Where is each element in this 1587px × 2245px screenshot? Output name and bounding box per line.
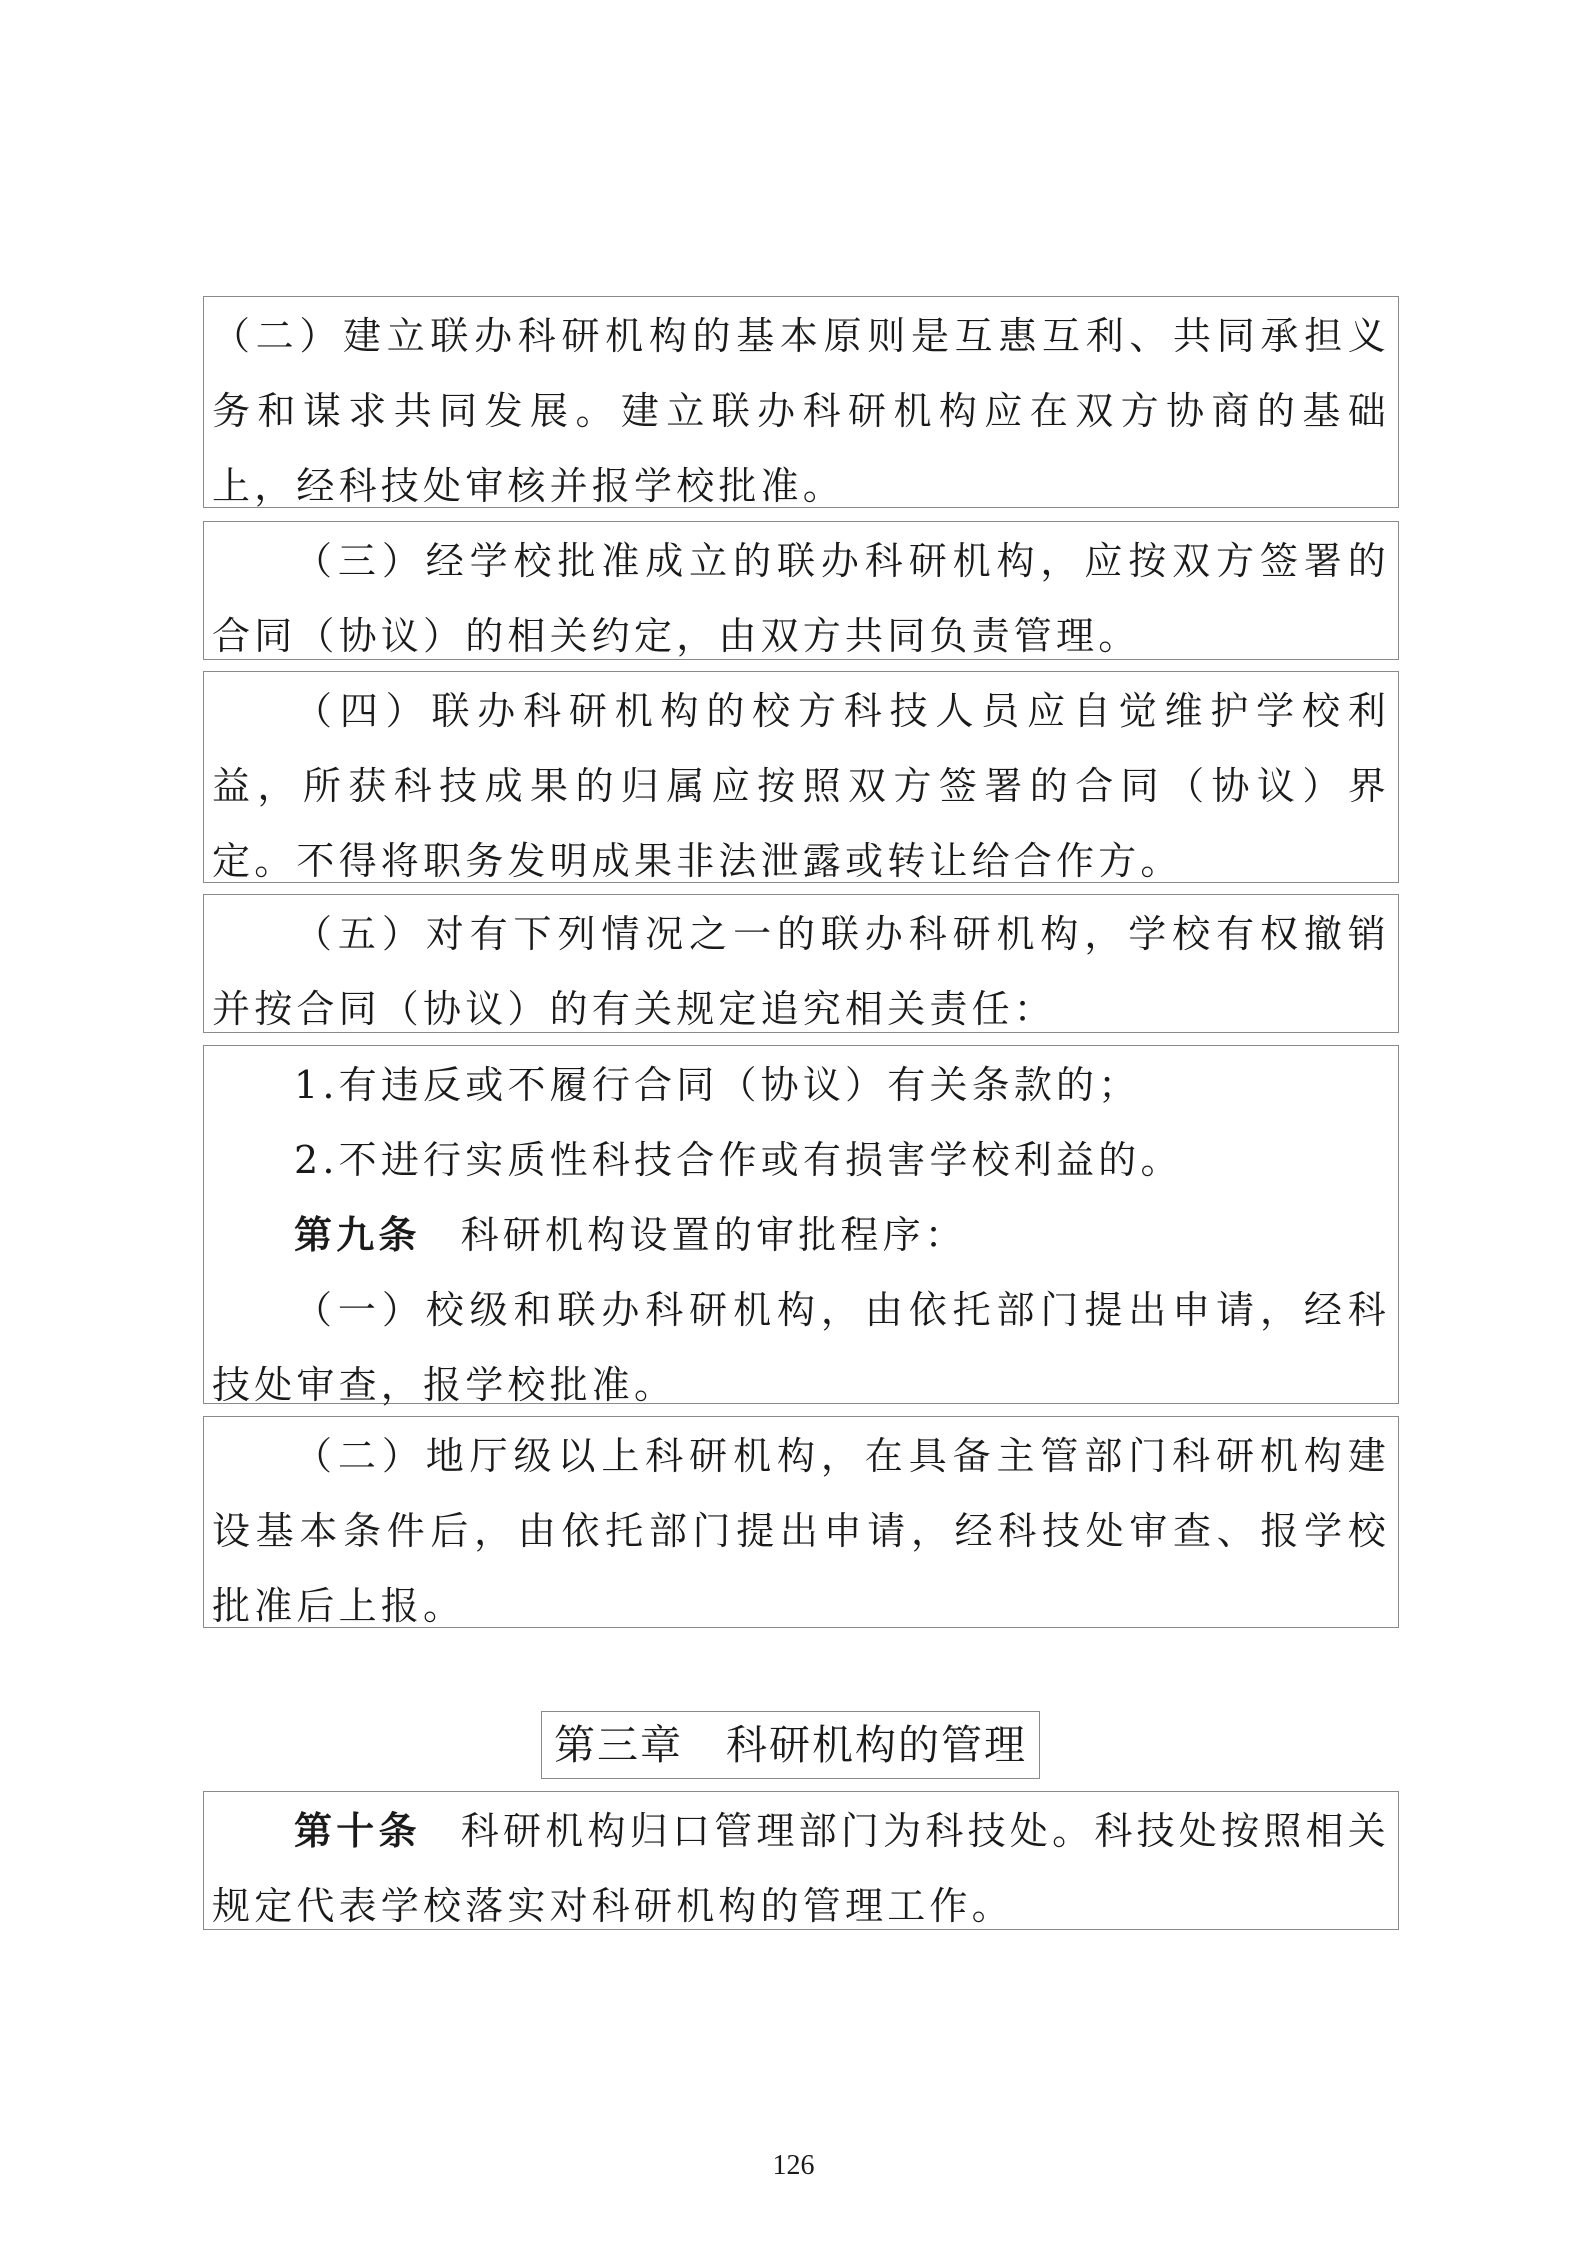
page-number: 126: [772, 2150, 815, 2181]
paragraph: （五）对有下列情况之一的联办科研机构，学校有权撤销并按合同（协议）的有关规定追究相关责任：: [212, 912, 1390, 1031]
paragraph-block-joint-principles: [203, 296, 1399, 508]
article-paragraph: [212, 1794, 1390, 1944]
paragraph: （三）经学校批准成立的联办科研机构，应按双方签署的合同（协议）的相关约定，由双方共同负责管理。: [212, 539, 1390, 658]
article-label: 第九条: [294, 1213, 421, 1257]
paragraph: （二）建立联办科研机构的基本原则是互惠互利、共同承担义务和谋求共同发展。建立联办科研机构应在双方协商的基础上，经科技处审核并报学校批准。: [212, 314, 1390, 508]
article-label: 第十条: [294, 1809, 421, 1853]
paragraph-block-joint-management: [203, 521, 1399, 660]
list-item: 2.不进行实质性科技合作或有损害学校利益的。: [294, 1138, 1183, 1182]
article-text: 科研机构设置的审批程序：: [460, 1213, 968, 1257]
paragraph: （一）校级和联办科研机构，由依托部门提出申请，经科技处审查，报学校批准。: [212, 1288, 1390, 1407]
paragraph-block-article-10: [203, 1791, 1399, 1930]
paragraph-block-school-interests: [203, 671, 1399, 883]
paragraph: （二）地厅级以上科研机构，在具备主管部门科研机构建设基本条件后，由依托部门提出申请，经科技处审查、报学校批准后上报。: [212, 1434, 1390, 1628]
list-item: 1.有违反或不履行合同（协议）有关条款的；: [294, 1063, 1141, 1107]
paragraph-block-revocation: [203, 894, 1399, 1033]
article-paragraph: [212, 1198, 1390, 1273]
paragraph: （四）联办科研机构的校方科技人员应自觉维护学校利益，所获科技成果的归属应按照双方签署的合同（协议）界定。不得将职务发明成果非法泄露或转让给合作方。: [212, 689, 1390, 883]
paragraph-block-article-9: [203, 1045, 1399, 1407]
chapter-heading: 第三章 科研机构的管理: [541, 1711, 1040, 1779]
paragraph-block-provincial-institutions: [203, 1416, 1399, 1628]
article-text: 科研机构归口管理部门为科技处。科技处按照相关规定代表学校落实对科研机构的管理工作。: [212, 1809, 1390, 1928]
